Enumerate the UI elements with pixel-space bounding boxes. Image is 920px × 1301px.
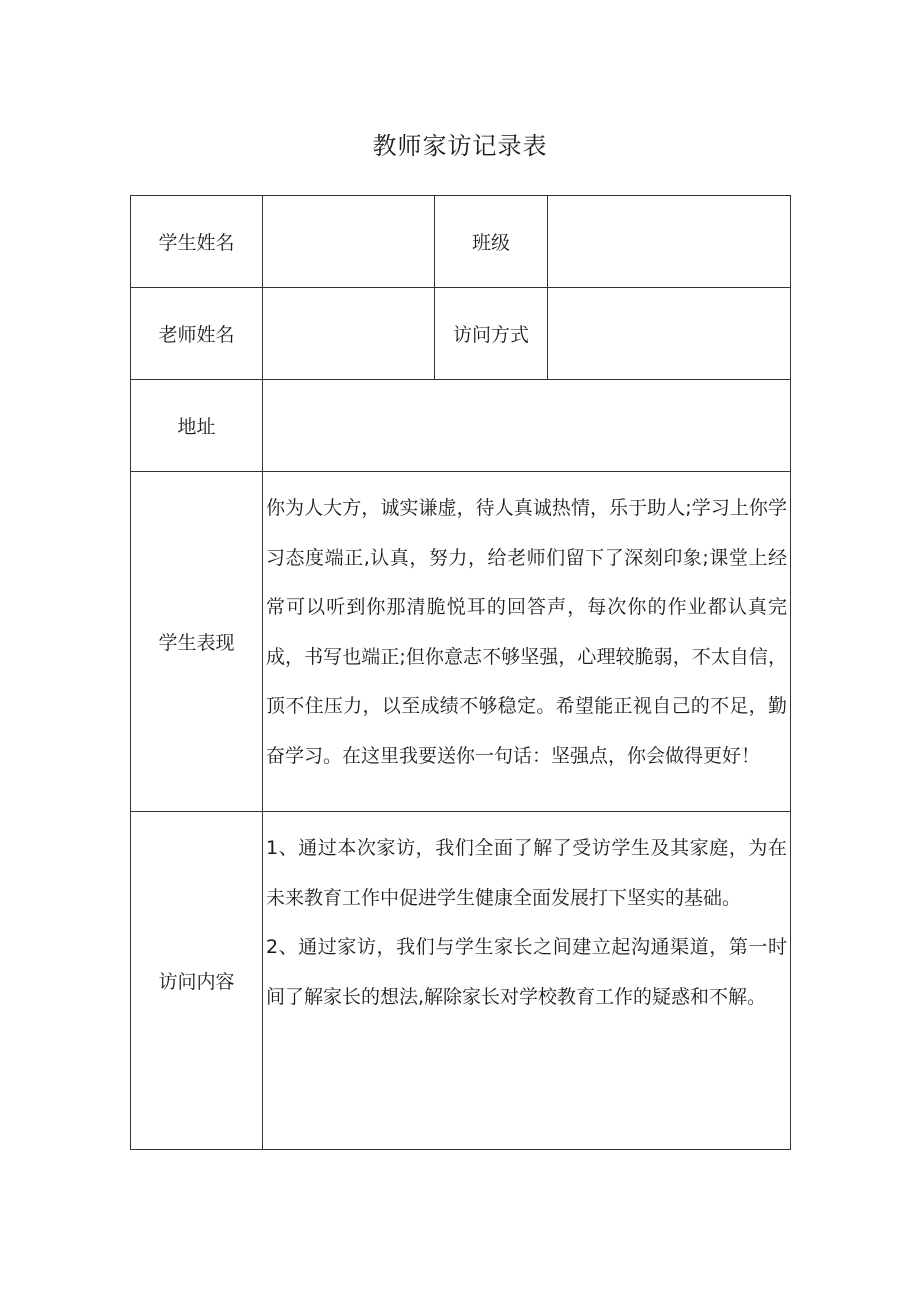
row-address <box>131 380 791 472</box>
row-performance <box>131 472 791 812</box>
performance-cell <box>263 472 791 812</box>
visit-method-field[interactable] <box>548 288 791 380</box>
performance-text: 你为人大方，诚实谦虚，待人真诚热情，乐于助人;学习上你学习态度端正,认真，努力，给老师们留下了深刻印象;课堂上经常可以听到你那清脆悦耳的回答声，每次你的作业都认真完成，书写也端正;但你意志不够坚强，心理较脆弱，不太自信，顶不住压力，以至成绩不够稳定。希望能正视自己的不足，勤奋学习。在这里我要送你一句话：坚强点，你会做得更好！ <box>266 497 787 767</box>
visit-content-text <box>263 812 790 1022</box>
student-name-field[interactable] <box>263 196 435 288</box>
teacher-name-field[interactable] <box>263 288 435 380</box>
performance-label: 学生表现 <box>131 472 263 812</box>
visit-content-cell <box>263 812 791 1150</box>
visit-content-item: 2、通过家访，我们与学生家长之间建立起沟通渠道，第一时间了解家长的想法,解除家长对学校教育工作的疑惑和不解。 <box>266 936 787 1008</box>
visit-content-item: 1、通过本次家访，我们全面了解了受访学生及其家庭，为在未来教育工作中促进学生健康全面发展打下坚实的基础。 <box>266 837 787 909</box>
address-label: 地址 <box>131 380 263 472</box>
form-title: 教师家访记录表 <box>372 132 548 160</box>
row-teacher-method <box>131 288 791 380</box>
row-student-class <box>131 196 791 288</box>
home-visit-form <box>130 195 791 1150</box>
address-field[interactable] <box>263 380 791 472</box>
row-visit-content <box>131 812 791 1150</box>
student-name-label: 学生姓名 <box>131 196 263 288</box>
visit-content-label: 访问内容 <box>131 812 263 1150</box>
visit-method-label: 访问方式 <box>435 288 548 380</box>
class-label: 班级 <box>435 196 548 288</box>
class-field[interactable] <box>548 196 791 288</box>
teacher-name-label: 老师姓名 <box>131 288 263 380</box>
